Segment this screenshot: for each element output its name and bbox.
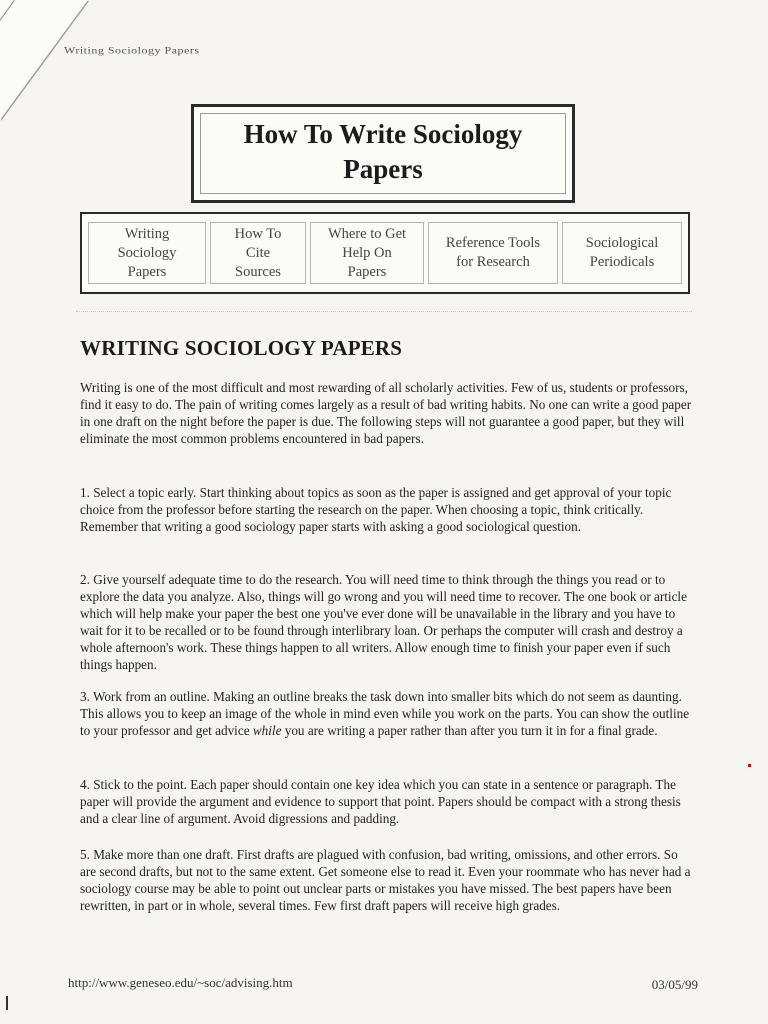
nav-label-line: How To (234, 225, 282, 242)
step-3-text-start: 3. Work from an outline. Making an outline breaks the task down into smaller bits which do not seem as daunting. This allows you to keep an image of the whole in mind even while you work on the parts. You can show the outline to your professor and get advice (80, 689, 690, 738)
nav-label-line: for Research (456, 254, 530, 270)
step-2-paragraph: 2. Give yourself adequate time to do the research. You will need time to think through the things you read or to explore the data you analyze. Also, things will go wrong and you will need time to recover. The one book or article which will help make your paper the best one you've ever done will be unavailable in the library and you have to wait for it to be recalled or to be found through interlibrary loan. Or perhaps the computer will crash and destroy a whole afternoon's work. These things happen to all writers. Allow enough time to finish your paper even if such things happen. (80, 572, 687, 672)
nav-where-to-get-help[interactable] (310, 222, 424, 284)
nav-label-line: Periodicals (589, 254, 655, 270)
footer-date: 03/05/99 (651, 977, 698, 992)
nav-reference-tools[interactable] (428, 222, 558, 284)
nav-label-line: Where to Get (327, 225, 407, 242)
page-title (194, 117, 572, 187)
nav-sociological-periodicals[interactable] (562, 222, 682, 284)
step-1-paragraph: 1. Select a topic early. Start thinking about topics as soon as the paper is assigned and get approval of your topic choice from the professor before starting the research on the paper. When choosing a topic, think critically. Remember that writing a good sociology paper starts with asking a good sociological question. (80, 485, 672, 534)
intro-paragraph: Writing is one of the most difficult and most rewarding of all scholarly activities. Few of us, students or professors, find it easy to do. The pain of writing comes largely as a result of bad writing habits. No one can write a good paper in one draft on the night before the paper is due. The following steps will not guarantee a good paper, but they will eliminate the most common problems encountered in bad papers. (80, 380, 692, 446)
scan-mark (6, 996, 8, 1010)
step-3-paragraph (80, 688, 692, 739)
title-line-2: Papers (343, 154, 423, 184)
nav-label-line: Sources (235, 263, 281, 280)
step-3-text-end: you are writing a paper rather than after you turn it in for a final grade. (281, 723, 658, 738)
nav-how-to-cite-sources[interactable] (210, 222, 306, 284)
nav-label-line: Help On (342, 244, 392, 261)
horizontal-rule (76, 311, 692, 314)
nav-label-line: Writing (124, 225, 170, 242)
nav-label-line: Sociological (585, 235, 659, 251)
nav-writing-sociology-papers[interactable] (88, 222, 206, 284)
nav-label-line: Reference Tools (445, 235, 541, 251)
nav-label-line: Papers (347, 263, 387, 280)
title-line-1: How To Write Sociology (243, 119, 523, 149)
nav-label-line: Papers (127, 263, 167, 280)
nav-label-line: Sociology (117, 244, 177, 261)
step-4-paragraph: 4. Stick to the point. Each paper should contain one key idea which you can state in a sentence or paragraph. The paper will provide the argument and evidence to support that point. Papers should be compact with a strong thesis and a clear line of argument. Avoid digressions and padding. (80, 777, 681, 826)
step-3-emphasis: while (252, 723, 282, 738)
scan-speck (748, 764, 751, 767)
nav-label-line: Cite (245, 244, 271, 261)
step-5-paragraph: 5. Make more than one draft. First drafts are plagued with confusion, bad writing, omissions, and other errors. So are second drafts, but not to the same extent. Get someone else to read it. Even your roommate who has never had a sociology course may be able to point out unclear parts or mistakes you have missed. The best papers have been rewritten, in part or in whole, several times. Few first draft papers will receive high grades. (80, 847, 691, 913)
folded-corner (0, 0, 88, 120)
nav-table (80, 212, 690, 294)
running-head: Writing Sociology Papers (64, 44, 200, 56)
title-box (191, 104, 575, 203)
section-heading: WRITING SOCIOLOGY PAPERS (80, 336, 403, 360)
footer-url: http://www.geneseo.edu/~soc/advising.htm (68, 975, 293, 990)
